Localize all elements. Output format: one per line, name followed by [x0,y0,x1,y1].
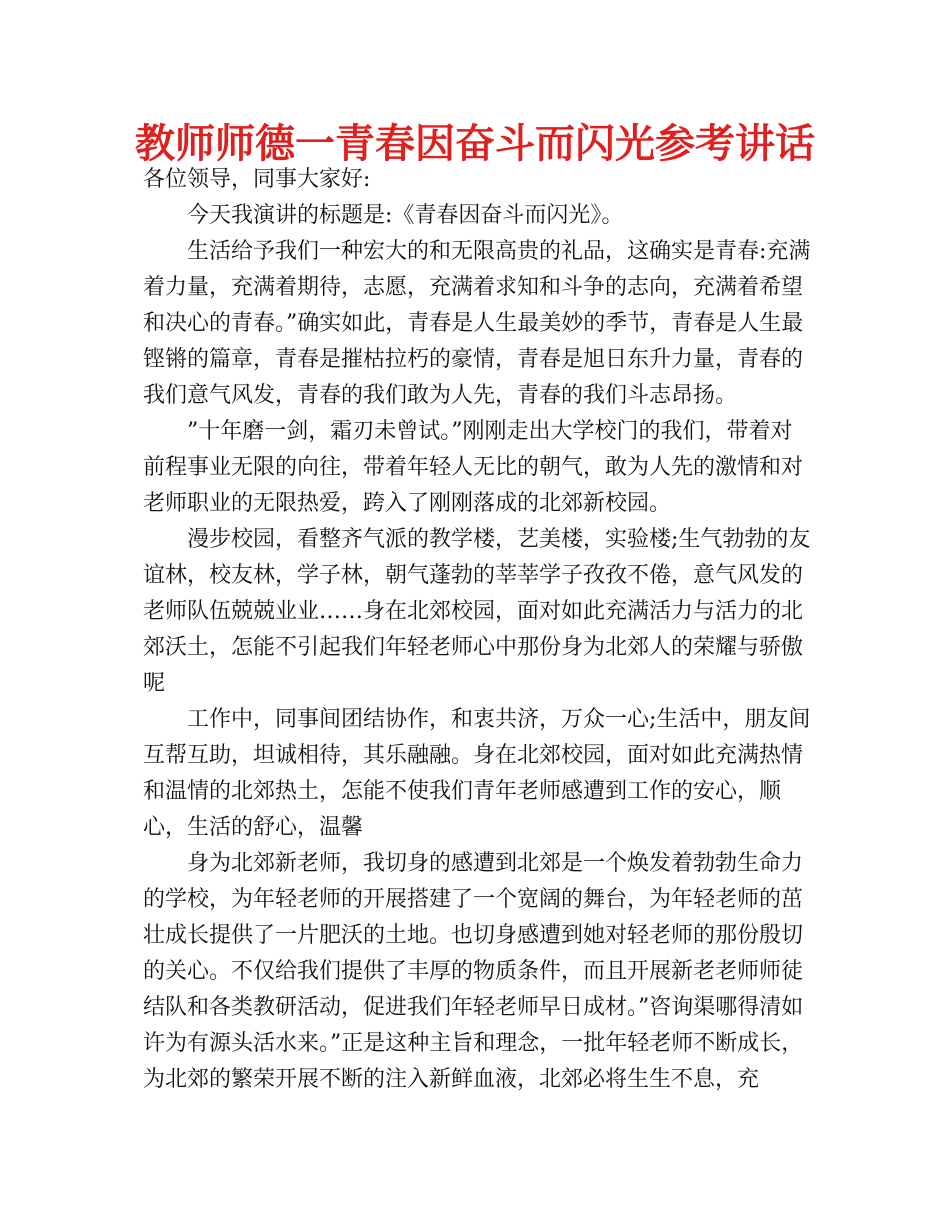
paragraph-intro: 今天我演讲的标题是:《青春因奋斗而闪光》。 [187,203,624,228]
paragraph-youth: 生活给予我们一种宏大的和无限高贵的礼品，这确实是青春:充满着力量，充满着期待，志愿，充满着求知和斗争的志向，充满着希望和决心的青春。”确实如此，青春是人生最美妙的季节，青春是人生最铿锵的篇章，青春是摧枯拉朽的豪情，青春是旭日东升力量，青春的我们意气风发，青春的我们敢为人先，青春的我们斗志昂扬。 [143,239,811,408]
document-body [143,162,813,1098]
document-title: 教师师德一青春因奋斗而闪光参考讲话 [135,121,815,167]
paragraph-ten-years: ”十年磨一剑，霜刃未曾试。”刚刚走出大学校门的我们，带着对前程事业无限的向往，带着年轻人无比的朝气，敢为人先的激情和对老师职业的无限热爱，跨入了刚刚落成的北郊新校园。 [143,419,804,516]
paragraph-campus: 漫步校园，看整齐气派的教学楼，艺美楼，实验楼;生气勃勃的友谊林，校友林，学子林，朝气蓬勃的莘莘学子孜孜不倦，意气风发的老师队伍兢兢业业……身在北郊校园，面对如此充满活力与活力的北郊沃土，怎能不引起我们年轻老师心中那份身为北郊人的荣耀与骄傲呢 [143,527,811,696]
salutation-line: 各位领导，同事大家好: [143,167,371,192]
paragraph-work: 工作中，同事间团结协作，和衷共济，万众一心;生活中，朋友间互帮互助，坦诚相待，其乐融融。身在北郊校园，面对如此充满热情和温情的北郊热土，怎能不使我们青年老师感遭到工作的安心，顺心，生活的舒心，温馨 [143,707,811,840]
paragraph-new-teacher: 身为北郊新老师，我切身的感遭到北郊是一个焕发着勃勃生命力的学校，为年轻老师的开展搭建了一个宽阔的舞台，为年轻老师的茁壮成长提供了一片肥沃的土地。也切身感遭到她对轻老师的那份殷切的关心。不仅给我们提供了丰厚的物质条件，而且开展新老老师师徒结队和各类教研活动，促进我们年轻老师早日成材。”咨询渠哪得清如许为有源头活水来。”正是这种主旨和理念，一批年轻老师不断成长，为北郊的繁荣开展不断的注入新鲜血液，北郊必将生生不息，充 [143,851,804,1092]
